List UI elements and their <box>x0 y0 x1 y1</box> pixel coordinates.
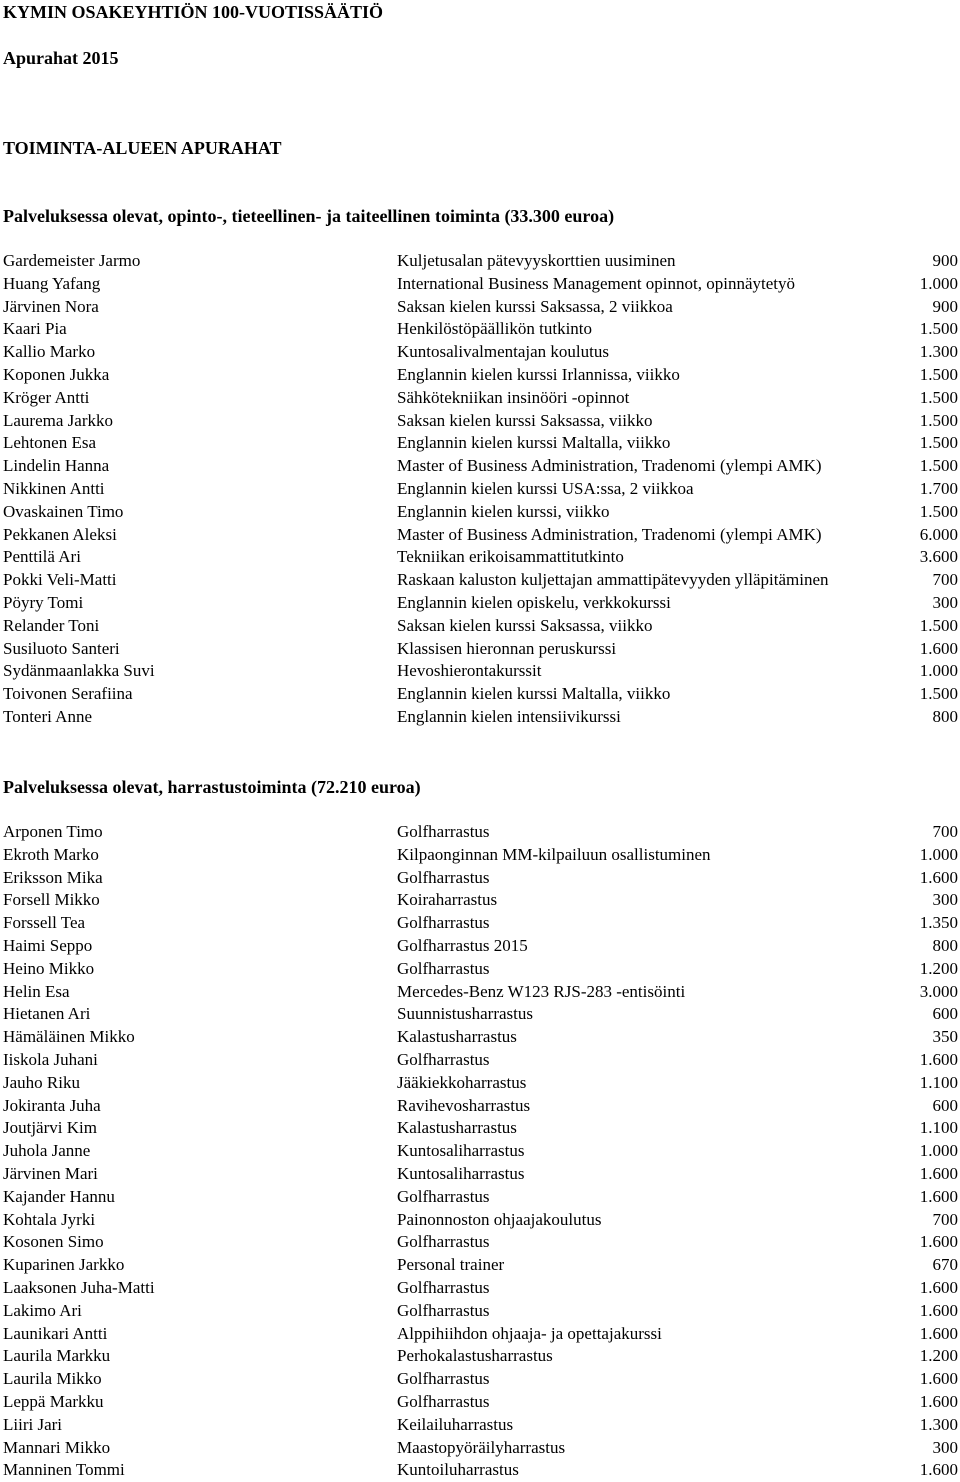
recipient-name: Kallio Marko <box>3 342 96 362</box>
recipient-name: Kröger Antti <box>3 387 90 407</box>
recipient-name: Leppä Markku <box>3 1391 104 1411</box>
list-item <box>3 1026 958 1049</box>
grant-amount: 300 <box>932 592 958 612</box>
list-item <box>3 615 958 638</box>
grant-description: Golfharrastus <box>397 1391 490 1411</box>
grant-amount: 1.600 <box>919 1369 958 1389</box>
grant-description: Hevoshierontakurssit <box>397 661 542 681</box>
list-item <box>3 1140 958 1163</box>
recipient-name: Hietanen Ari <box>3 1004 91 1024</box>
list-item <box>3 1095 958 1118</box>
recipient-name: Tonteri Anne <box>3 706 92 726</box>
list-item <box>3 958 958 981</box>
grant-description: Painonnoston ohjaajakoulutus <box>397 1209 602 1229</box>
list-item <box>3 1459 958 1482</box>
grant-description: Golfharrastus <box>397 1277 490 1297</box>
grant-amount: 1.500 <box>919 410 958 430</box>
recipient-name: Heino Mikko <box>3 958 95 978</box>
grant-amount: 1.500 <box>919 615 958 635</box>
recipient-name: Liiri Jari <box>3 1414 63 1434</box>
grant-amount: 1.600 <box>919 1163 958 1183</box>
recipient-name: Joutjärvi Kim <box>3 1118 97 1138</box>
grant-description: Saksan kielen kurssi Saksassa, viikko <box>397 615 653 635</box>
grant-amount: 1.000 <box>919 844 958 864</box>
recipient-name: Pokki Veli-Matti <box>3 570 117 590</box>
grant-description: Suunnistusharrastus <box>397 1004 533 1024</box>
area-heading: TOIMINTA-ALUEEN APURAHAT <box>3 138 282 158</box>
recipient-name: Hämäläinen Mikko <box>3 1027 135 1047</box>
list-item <box>3 1163 958 1186</box>
grant-description: Ravihevosharrastus <box>397 1095 531 1115</box>
list-item <box>3 1368 958 1391</box>
recipient-name: Laaksonen Juha-Matti <box>3 1277 155 1297</box>
grant-amount: 6.000 <box>919 524 958 544</box>
recipient-name: Kaari Pia <box>3 319 67 339</box>
recipient-name: Kajander Hannu <box>3 1186 115 1206</box>
grant-amount: 1.200 <box>919 958 958 978</box>
grant-description: Henkilöstöpäällikön tutkinto <box>397 319 593 339</box>
grant-amount: 800 <box>932 706 958 726</box>
list-item <box>3 683 958 706</box>
grant-description: Kuntosalivalmentajan koulutus <box>397 342 609 362</box>
grant-amount: 1.600 <box>919 1232 958 1252</box>
grant-amount: 670 <box>932 1255 958 1275</box>
grant-amount: 1.600 <box>919 1186 958 1206</box>
list-item <box>3 432 958 455</box>
grant-amount: 350 <box>932 1027 958 1047</box>
grant-description: Golfharrastus 2015 <box>397 935 528 955</box>
grant-description: Keilailuharrastus <box>397 1414 514 1434</box>
recipient-name: Laurila Markku <box>3 1346 111 1366</box>
recipient-name: Kohtala Jyrki <box>3 1209 96 1229</box>
recipient-name: Ovaskainen Timo <box>3 501 124 521</box>
grant-description: Alppihiihdon ohjaaja- ja opettajakurssi <box>397 1323 662 1343</box>
grant-amount: 1.600 <box>919 1049 958 1069</box>
list-item <box>3 638 958 661</box>
grant-amount: 1.500 <box>919 456 958 476</box>
list-item <box>3 250 958 273</box>
grant-amount: 1.000 <box>919 273 958 293</box>
grant-amount: 1.600 <box>919 1391 958 1411</box>
section-heading-study: Palveluksessa olevat, opinto-, tieteellinen- ja taiteellinen toiminta (33.300 euroa) <box>3 206 615 226</box>
grant-description: International Business Management opinnot, opinnäytetyö <box>397 273 796 293</box>
list-item <box>3 501 958 524</box>
list-item <box>3 524 958 547</box>
grant-amount: 1.000 <box>919 1141 958 1161</box>
grant-amount: 700 <box>932 1209 958 1229</box>
grant-description: Englannin kielen kurssi Maltalla, viikko <box>397 433 671 453</box>
grant-description: Englannin kielen opiskelu, verkkokurssi <box>397 592 671 612</box>
list-item <box>3 1300 958 1323</box>
grant-description: Saksan kielen kurssi Saksassa, viikko <box>397 410 653 430</box>
grant-description: Golfharrastus <box>397 958 490 978</box>
list-item <box>3 867 958 890</box>
list-item <box>3 1231 958 1254</box>
grant-description: Jääkiekkoharrastus <box>397 1072 527 1092</box>
recipient-name: Susiluoto Santeri <box>3 638 120 658</box>
recipient-name: Mannari Mikko <box>3 1437 111 1457</box>
grant-description: Perhokalastusharrastus <box>397 1346 553 1366</box>
list-item <box>3 660 958 683</box>
recipient-name: Laurila Mikko <box>3 1369 102 1389</box>
list-item <box>3 1437 958 1460</box>
list-item <box>3 1209 958 1232</box>
grant-amount: 1.500 <box>919 364 958 384</box>
list-item <box>3 318 958 341</box>
grant-amount: 1.350 <box>919 913 958 933</box>
grant-amount: 1.300 <box>919 1414 958 1434</box>
list-item <box>3 912 958 935</box>
list-item <box>3 569 958 592</box>
grant-amount: 1.500 <box>919 433 958 453</box>
list-item <box>3 1277 958 1300</box>
recipient-name: Järvinen Nora <box>3 296 99 316</box>
list-item <box>3 1186 958 1209</box>
grant-description: Golfharrastus <box>397 1369 490 1389</box>
grant-description: Tekniikan erikoisammattitutkinto <box>397 547 624 567</box>
grant-amount: 600 <box>932 1004 958 1024</box>
recipient-name: Kuparinen Jarkko <box>3 1255 125 1275</box>
grant-description: Englannin kielen kurssi Irlannissa, viikko <box>397 364 680 384</box>
grant-description: Golfharrastus <box>397 867 490 887</box>
grant-amount: 1.600 <box>919 638 958 658</box>
grant-description: Golfharrastus <box>397 1049 490 1069</box>
grant-description: Golfharrastus <box>397 822 490 841</box>
recipient-name: Eriksson Mika <box>3 867 103 887</box>
grant-list-study <box>3 250 958 729</box>
recipient-name: Kosonen Simo <box>3 1232 104 1252</box>
grant-description: Kuntosaliharrastus <box>397 1141 525 1161</box>
list-item <box>3 364 958 387</box>
grant-amount: 300 <box>932 1437 958 1457</box>
grant-description: Golfharrastus <box>397 1232 490 1252</box>
grant-description: Kuljetusalan pätevyyskorttien uusiminen <box>397 251 676 270</box>
grant-description: Master of Business Administration, Tradenomi (ylempi AMK) <box>397 456 822 476</box>
grant-description: Golfharrastus <box>397 913 490 933</box>
list-item <box>3 844 958 867</box>
grant-description: Klassisen hieronnan peruskurssi <box>397 638 617 658</box>
grant-description: Englannin kielen kurssi USA:ssa, 2 viikkoa <box>397 478 694 498</box>
list-item <box>3 273 958 296</box>
grant-amount: 1.300 <box>919 342 958 362</box>
grant-amount: 1.600 <box>919 1277 958 1297</box>
recipient-name: Manninen Tommi <box>3 1460 125 1480</box>
list-item <box>3 1345 958 1368</box>
list-item <box>3 341 958 364</box>
grant-amount: 1.500 <box>919 319 958 339</box>
grant-description: Mercedes-Benz W123 RJS-283 -entisöinti <box>397 981 686 1001</box>
grant-amount: 1.700 <box>919 478 958 498</box>
recipient-name: Arponen Timo <box>3 822 103 841</box>
grant-list-hobby <box>3 821 958 1482</box>
grant-amount: 1.500 <box>919 501 958 521</box>
grant-amount: 1.500 <box>919 684 958 704</box>
grant-amount: 3.000 <box>919 981 958 1001</box>
list-item <box>3 478 958 501</box>
grant-description: Maastopyöräilyharrastus <box>397 1437 566 1457</box>
recipient-name: Jauho Riku <box>3 1072 80 1092</box>
recipient-name: Forsell Mikko <box>3 890 100 910</box>
recipient-name: Toivonen Serafiina <box>3 684 133 704</box>
grant-description: Englannin kielen kurssi Maltalla, viikko <box>397 684 671 704</box>
list-item <box>3 981 958 1004</box>
grant-amount: 1.600 <box>919 867 958 887</box>
list-item <box>3 1003 958 1026</box>
recipient-name: Lindelin Hanna <box>3 456 110 476</box>
list-item <box>3 1049 958 1072</box>
recipient-name: Relander Toni <box>3 615 100 635</box>
list-item <box>3 706 958 729</box>
recipient-name: Haimi Seppo <box>3 935 93 955</box>
recipient-name: Lehtonen Esa <box>3 433 96 453</box>
grant-description: Golfharrastus <box>397 1300 490 1320</box>
grant-amount: 300 <box>932 890 958 910</box>
list-item <box>3 1323 958 1346</box>
document-subtitle: Apurahat 2015 <box>3 48 119 68</box>
grant-amount: 1.600 <box>919 1460 958 1480</box>
list-item <box>3 1117 958 1140</box>
grant-amount: 800 <box>932 935 958 955</box>
grant-description: Personal trainer <box>397 1255 505 1275</box>
recipient-name: Nikkinen Antti <box>3 478 105 498</box>
grant-description: Master of Business Administration, Tradenomi (ylempi AMK) <box>397 524 822 544</box>
recipient-name: Helin Esa <box>3 981 70 1001</box>
list-item <box>3 1254 958 1277</box>
grant-amount: 900 <box>932 251 958 270</box>
grant-description: Kuntosaliharrastus <box>397 1163 525 1183</box>
list-item <box>3 889 958 912</box>
recipient-name: Järvinen Mari <box>3 1163 98 1183</box>
grant-description: Englannin kielen intensiivikurssi <box>397 706 621 726</box>
list-item <box>3 296 958 319</box>
grant-amount: 600 <box>932 1095 958 1115</box>
list-item <box>3 935 958 958</box>
organization-title: KYMIN OSAKEYHTIÖN 100-VUOTISSÄÄTIÖ <box>3 2 384 22</box>
recipient-name: Pöyry Tomi <box>3 592 84 612</box>
grant-amount: 1.100 <box>919 1072 958 1092</box>
grant-amount: 900 <box>932 296 958 316</box>
grant-description: Kuntoiluharrastus <box>397 1460 519 1480</box>
recipient-name: Huang Yafang <box>3 273 101 293</box>
list-item <box>3 821 958 844</box>
list-item <box>3 1072 958 1095</box>
recipient-name: Gardemeister Jarmo <box>3 251 141 270</box>
list-item <box>3 455 958 478</box>
list-item <box>3 410 958 433</box>
grant-amount: 1.000 <box>919 661 958 681</box>
grant-description: Kalastusharrastus <box>397 1027 517 1047</box>
recipient-name: Koponen Jukka <box>3 364 110 384</box>
list-item <box>3 1391 958 1414</box>
grant-description: Kilpaonginnan MM-kilpailuun osallistuminen <box>397 844 711 864</box>
grant-amount: 3.600 <box>919 547 958 567</box>
list-item <box>3 592 958 615</box>
recipient-name: Sydänmaanlakka Suvi <box>3 661 155 681</box>
grant-amount: 1.600 <box>919 1300 958 1320</box>
grant-amount: 1.500 <box>919 387 958 407</box>
recipient-name: Ekroth Marko <box>3 844 99 864</box>
grant-description: Englannin kielen kurssi, viikko <box>397 501 610 521</box>
grant-description: Sähkötekniikan insinööri -opinnot <box>397 387 630 407</box>
grant-amount: 1.600 <box>919 1323 958 1343</box>
grant-amount: 700 <box>932 570 958 590</box>
recipient-name: Jokiranta Juha <box>3 1095 101 1115</box>
list-item <box>3 387 958 410</box>
grant-description: Saksan kielen kurssi Saksassa, 2 viikkoa <box>397 296 673 316</box>
grant-amount: 700 <box>932 822 958 841</box>
recipient-name: Forssell Tea <box>3 913 86 933</box>
recipient-name: Launikari Antti <box>3 1323 108 1343</box>
grant-description: Koiraharrastus <box>397 890 498 910</box>
recipient-name: Juhola Janne <box>3 1141 91 1161</box>
section-heading-hobby: Palveluksessa olevat, harrastustoiminta (72.210 euroa) <box>3 777 421 797</box>
grant-description: Kalastusharrastus <box>397 1118 517 1138</box>
grant-amount: 1.100 <box>919 1118 958 1138</box>
recipient-name: Pekkanen Aleksi <box>3 524 117 544</box>
grant-description: Golfharrastus <box>397 1186 490 1206</box>
recipient-name: Lakimo Ari <box>3 1300 82 1320</box>
grant-description: Raskaan kaluston kuljettajan ammattipätevyyden ylläpitäminen <box>397 570 829 590</box>
recipient-name: Iiskola Juhani <box>3 1049 98 1069</box>
list-item <box>3 1414 958 1437</box>
recipient-name: Penttilä Ari <box>3 547 81 567</box>
list-item <box>3 546 958 569</box>
grant-amount: 1.200 <box>919 1346 958 1366</box>
recipient-name: Laurema Jarkko <box>3 410 113 430</box>
